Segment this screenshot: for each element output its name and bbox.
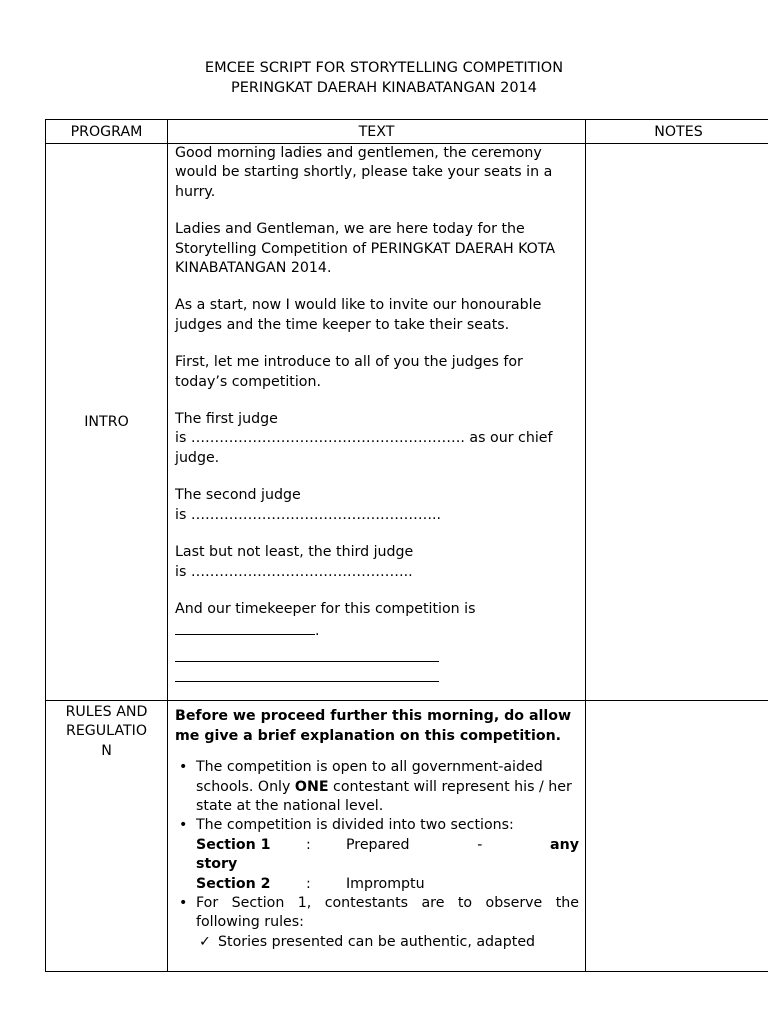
timekeeper-period: . — [315, 623, 320, 640]
intro-notes-cell — [586, 144, 768, 701]
intro-program-cell — [46, 144, 168, 701]
checkmark-icon: ✓ — [199, 933, 211, 950]
list-item: • For Section 1, contestants are to observe the following rules: ✓ Stories presented can be authentic, adapted — [175, 894, 579, 952]
rules-bullet-list — [175, 758, 579, 952]
first-judge-blank: is …………………………………………………. as our chief judge. — [175, 430, 553, 466]
first-judge-label: The first judge — [175, 411, 278, 428]
rules-text-cell — [168, 701, 586, 972]
check-list-item: ✓ Stories presented can be authentic, adapted — [196, 933, 579, 952]
rules-program-cell — [46, 701, 168, 972]
header-program: PROGRAM — [46, 120, 168, 144]
intro-paragraph-1: Good morning ladies and gentlemen, the ceremony would be starting shortly, please take your seats in a hurry. — [175, 145, 553, 200]
intro-text-cell — [168, 144, 586, 701]
timekeeper-label: And our timekeeper for this competition is — [175, 600, 476, 617]
intro-paragraph-3: As a start, now I would like to invite our honourable judges and the time keeper to take their seats. — [175, 297, 542, 333]
rules-notes-cell — [586, 701, 768, 972]
bullet-icon: • — [179, 759, 188, 776]
bullet-icon: • — [179, 817, 188, 834]
section-2-row: Section 2 : Impromptu — [196, 875, 425, 892]
blank-line-2 — [175, 664, 439, 682]
emcee-script-table — [45, 119, 768, 972]
table-row-intro — [46, 144, 768, 701]
bullet-icon: • — [179, 895, 188, 912]
second-judge-label: The second judge — [175, 487, 301, 504]
intro-paragraph-7 — [175, 543, 579, 582]
intro-paragraph-6 — [175, 486, 579, 525]
one-emphasis: ONE — [294, 778, 329, 795]
third-judge-blank: is ……………………………………….. — [175, 563, 413, 580]
intro-paragraph-5 — [175, 410, 579, 468]
section-1-story: story — [196, 856, 238, 873]
header-notes: NOTES — [586, 120, 768, 144]
title-line-1: EMCEE SCRIPT FOR STORYTELLING COMPETITION — [204, 60, 564, 76]
third-judge-label: Last but not least, the third judge — [175, 544, 414, 561]
table-row-rules — [46, 701, 768, 972]
table-header-row — [46, 120, 768, 144]
blank-line-1 — [175, 644, 439, 662]
list-item: • The competition is divided into two sections: Section 1 : Prepared - any story Section 2 : Impromptu — [175, 816, 579, 894]
list-item: • The competition is open to all government-aided schools. Only ONE contestant will represent his / her state at the national level. — [179, 759, 572, 814]
rules-program-label: RULES AND REGULATIO N — [65, 704, 148, 759]
intro-program-label: INTRO — [84, 414, 129, 430]
rules-intro-text: Before we proceed further this morning, do allow me give a brief explanation on this competition. — [175, 708, 572, 744]
intro-paragraph-2: Ladies and Gentleman, we are here today for the Storytelling Competition of PERINGKAT DAERAH KOTA KINABATANGAN 2014. — [175, 221, 556, 277]
section-1-row: Section 1 : Prepared - any — [196, 836, 579, 853]
second-judge-blank: is …………………………………………….. — [175, 506, 442, 523]
header-text: TEXT — [168, 120, 586, 144]
timekeeper-blank-line — [175, 619, 315, 635]
intro-paragraph-8 — [175, 600, 579, 682]
intro-paragraph-4: First, let me introduce to all of you the judges for today’s competition. — [175, 354, 523, 390]
title-line-2: PERINGKAT DAERAH KINABATANGAN 2014 — [230, 80, 538, 96]
document-title — [0, 58, 768, 98]
